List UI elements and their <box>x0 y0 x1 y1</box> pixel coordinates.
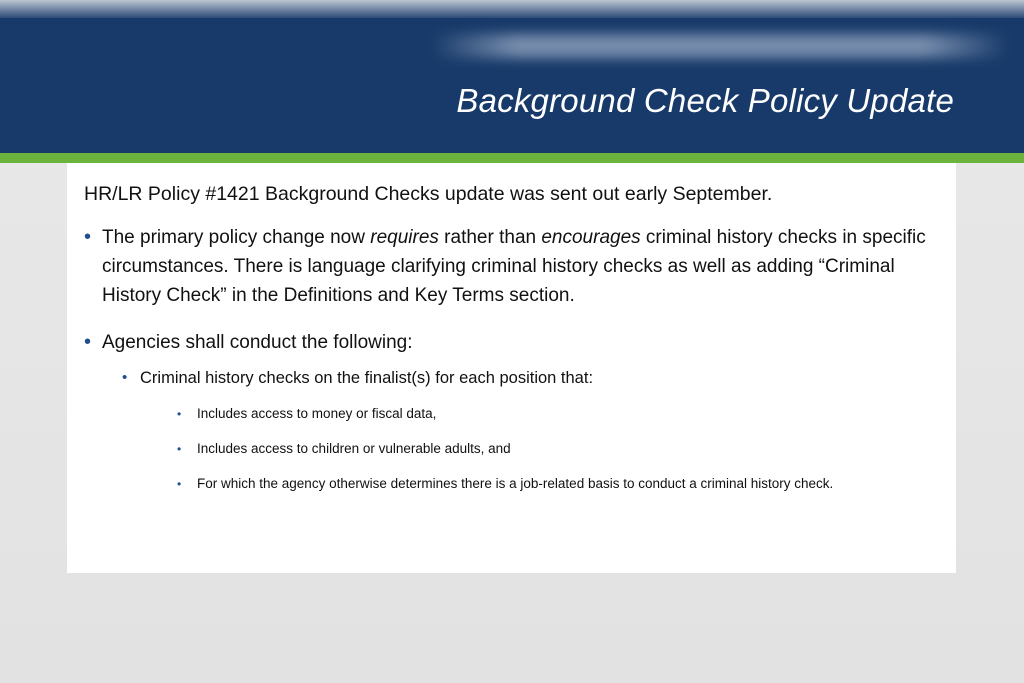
policy-change-post: criminal history checks in specific circumstances. There is language clarifying criminal history checks as well as adding “Criminal History Check” in the Definitions and Key Terms section. <box>102 227 926 306</box>
list-item <box>177 405 956 423</box>
slide-title: Background Check Policy Update <box>456 82 954 119</box>
slide-body <box>67 163 956 573</box>
list-item-text: Includes access to money or fiscal data, <box>197 406 437 421</box>
policy-change-mid: rather than <box>438 227 542 248</box>
policy-change-pre: The primary policy change now <box>102 227 371 248</box>
agencies-text: Agencies shall conduct the following: <box>102 332 413 353</box>
policy-change-text <box>102 223 952 310</box>
bullet-marker: • <box>177 407 182 421</box>
accent-stripe <box>0 153 1024 163</box>
emphasis-encourages: encourages <box>541 227 641 248</box>
top-gradient <box>0 0 1024 20</box>
position-criteria-list <box>84 405 956 493</box>
emphasis-requires: requires <box>370 227 439 248</box>
criminal-history-text: Criminal history checks on the finalist(s) for each position that: <box>140 369 594 387</box>
list-item <box>177 475 956 493</box>
bullet-marker: • <box>177 477 182 491</box>
bullet-policy-change <box>84 223 956 310</box>
bullet-marker: • <box>84 331 92 353</box>
bullet-marker: • <box>84 226 92 248</box>
list-item <box>177 440 956 458</box>
list-item-text: Includes access to children or vulnerable adults, and <box>197 441 511 456</box>
list-item-text: For which the agency otherwise determines there is a job-related basis to conduct a criminal history check. <box>197 476 834 491</box>
bullet-marker: • <box>122 369 128 386</box>
bullet-marker: • <box>177 442 182 456</box>
sub-bullet-criminal-history <box>122 367 956 389</box>
bullet-agencies <box>84 328 956 357</box>
blurred-header-text <box>430 34 1010 58</box>
title-banner <box>0 18 1024 153</box>
intro-text: HR/LR Policy #1421 Background Checks update was sent out early September. <box>84 183 773 205</box>
